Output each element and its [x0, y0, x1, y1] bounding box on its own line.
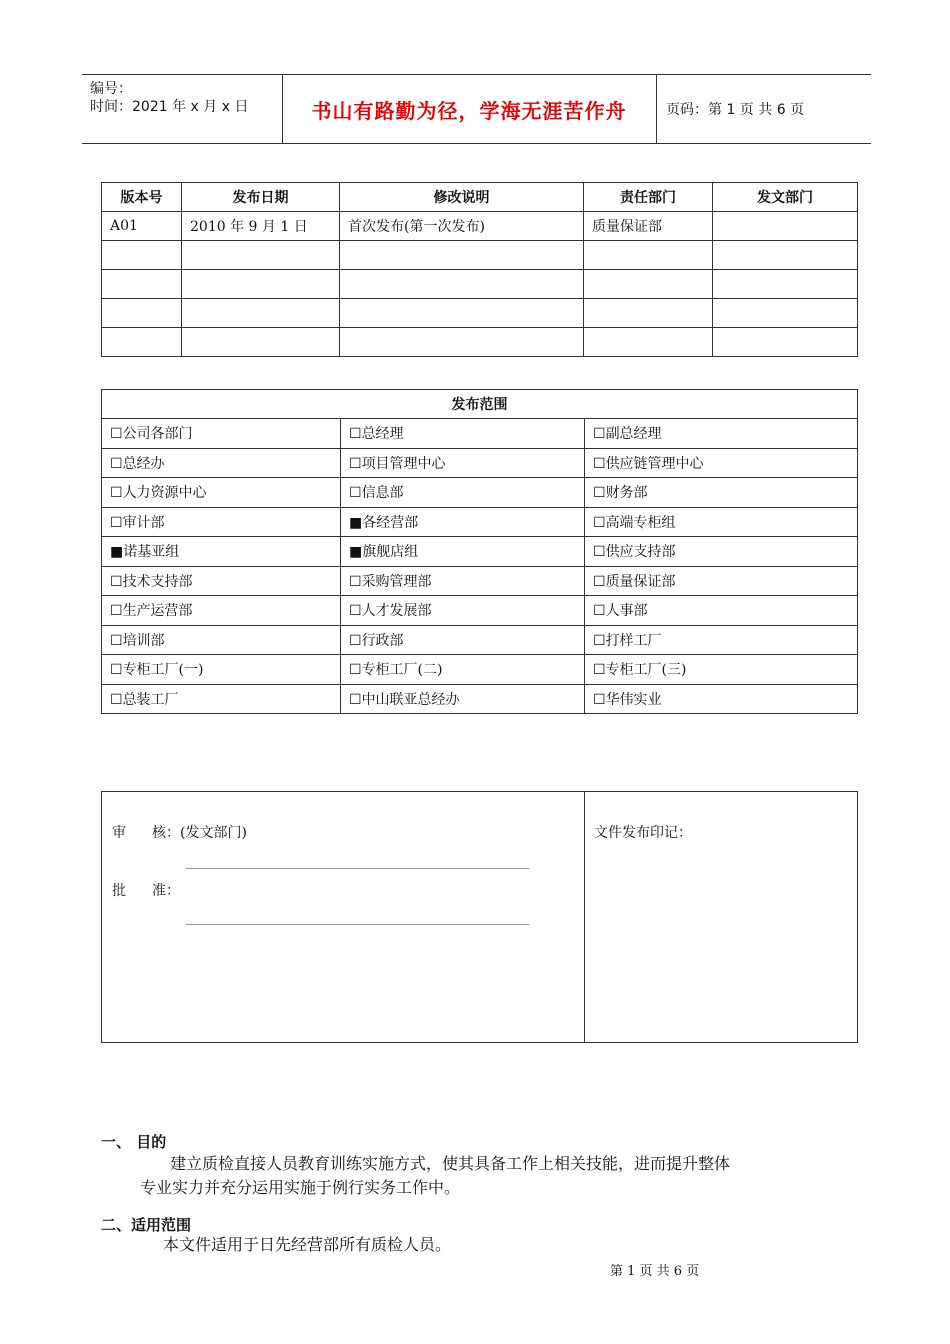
distribution-cell	[585, 507, 858, 537]
distribution-cell	[102, 566, 341, 596]
department-label: 华伟实业	[605, 691, 662, 708]
distribution-cell	[102, 625, 341, 655]
distribution-row	[102, 537, 858, 567]
distribution-row	[102, 655, 858, 685]
change-note-cell	[340, 241, 584, 270]
unchecked-box-icon[interactable]: ☐	[110, 691, 123, 708]
distribution-cell	[585, 448, 858, 478]
issuing-dept-cell	[713, 328, 858, 357]
unchecked-box-icon[interactable]: ☐	[349, 603, 362, 620]
distribution-cell	[585, 625, 858, 655]
revision-header-row	[102, 183, 858, 212]
approve-label-1: 批	[112, 883, 126, 899]
review-label-1: 审	[112, 825, 126, 841]
distribution-cell	[341, 566, 585, 596]
distribution-row	[102, 507, 858, 537]
department-label: 质量保证部	[605, 573, 676, 590]
change-note-cell	[340, 299, 584, 328]
unchecked-box-icon[interactable]: ☐	[110, 455, 123, 472]
revision-table	[101, 182, 858, 357]
release-date-cell	[182, 299, 340, 328]
department-label: 专柜工厂(二)	[361, 662, 443, 679]
distribution-cell	[341, 684, 585, 714]
document-time-label: 时间：2021 年 x 月 x 日	[90, 99, 249, 115]
release-date-cell	[182, 328, 340, 357]
unchecked-box-icon[interactable]: ☐	[110, 603, 123, 620]
revision-row	[102, 241, 858, 270]
release-date-cell	[182, 270, 340, 299]
department-label: 旗舰店组	[362, 544, 419, 561]
department-label: 财务部	[605, 485, 648, 502]
revision-row	[102, 270, 858, 299]
distribution-cell	[341, 507, 585, 537]
department-label: 总经办	[122, 455, 165, 472]
distribution-cell	[341, 537, 585, 567]
responsible-dept-cell	[584, 241, 713, 270]
approval-divider	[584, 792, 585, 1042]
unchecked-box-icon[interactable]: ☐	[349, 662, 362, 679]
department-label: 高端专柜组	[605, 514, 676, 531]
department-label: 培训部	[122, 632, 165, 649]
unchecked-box-icon[interactable]: ☐	[110, 426, 123, 443]
section-purpose-text-line1: 建立质检直接人员教育训练实施方式，使其具备工作上相关技能，进而提升整体	[170, 1154, 731, 1173]
department-label: 审计部	[122, 514, 165, 531]
distribution-cell	[341, 625, 585, 655]
unchecked-box-icon[interactable]: ☐	[593, 514, 606, 531]
distribution-row	[102, 448, 858, 478]
distribution-row	[102, 625, 858, 655]
unchecked-box-icon[interactable]: ☐	[110, 514, 123, 531]
distribution-cell	[341, 419, 585, 449]
release-date-cell	[182, 241, 340, 270]
distribution-row	[102, 596, 858, 626]
department-label: 供应支持部	[605, 544, 676, 561]
version-cell: A01	[102, 212, 182, 241]
unchecked-box-icon[interactable]: ☐	[593, 485, 606, 502]
section-purpose-text-line2: 专业实力并充分运用实施于例行实务工作中。	[140, 1178, 461, 1197]
revision-row	[102, 328, 858, 357]
section-purpose-heading: 一、 目的	[101, 1133, 167, 1151]
approve-label-2: 准：	[152, 883, 180, 899]
unchecked-box-icon[interactable]: ☐	[593, 632, 606, 649]
approve-signature-line	[186, 924, 529, 925]
distribution-cell	[341, 478, 585, 508]
department-label: 采购管理部	[361, 573, 432, 590]
version-cell	[102, 328, 182, 357]
document-number-label: 编号：	[90, 81, 132, 97]
unchecked-box-icon[interactable]: ☐	[349, 573, 362, 590]
distribution-cell	[585, 419, 858, 449]
document-header	[82, 74, 871, 144]
distribution-cell	[585, 537, 858, 567]
revision-row	[102, 299, 858, 328]
header-meta	[90, 80, 248, 116]
unchecked-box-icon[interactable]: ☐	[593, 662, 606, 679]
review-signature-line	[186, 868, 529, 869]
unchecked-box-icon[interactable]: ☐	[349, 632, 362, 649]
unchecked-box-icon[interactable]: ☐	[349, 426, 362, 443]
unchecked-box-icon[interactable]: ☐	[349, 455, 362, 472]
department-label: 行政部	[361, 632, 404, 649]
distribution-cell	[102, 537, 341, 567]
department-label: 供应链管理中心	[605, 455, 704, 472]
issuing-dept-cell	[713, 270, 858, 299]
department-label: 人力资源中心	[122, 485, 207, 502]
distribution-cell	[102, 655, 341, 685]
header-divider	[656, 75, 657, 143]
change-note-cell: 首次发布(第一次发布)	[340, 212, 584, 241]
unchecked-box-icon[interactable]: ☐	[110, 573, 123, 590]
responsible-dept-cell	[584, 270, 713, 299]
distribution-cell	[102, 478, 341, 508]
unchecked-box-icon[interactable]: ☐	[593, 573, 606, 590]
issuing-dept-cell	[713, 241, 858, 270]
unchecked-box-icon[interactable]: ☐	[349, 691, 362, 708]
seal-label: 文件发布印记：	[594, 825, 692, 841]
unchecked-box-icon[interactable]: ☐	[593, 544, 606, 561]
checked-box-icon[interactable]: ■	[349, 514, 363, 531]
department-label: 诺基亚组	[123, 544, 180, 561]
department-label: 专柜工厂(一)	[122, 662, 204, 679]
department-label: 总装工厂	[122, 691, 179, 708]
version-cell	[102, 270, 182, 299]
distribution-cell	[585, 655, 858, 685]
department-label: 信息部	[361, 485, 404, 502]
department-label: 生产运营部	[122, 603, 193, 620]
distribution-cell	[102, 596, 341, 626]
issuing-dept-cell	[713, 299, 858, 328]
department-label: 技术支持部	[122, 573, 193, 590]
unchecked-box-icon[interactable]: ☐	[349, 485, 362, 502]
responsible-dept-cell	[584, 328, 713, 357]
header-page-number: 页码：第 1 页 共 6 页	[666, 102, 805, 118]
distribution-cell	[102, 507, 341, 537]
unchecked-box-icon[interactable]: ☐	[110, 632, 123, 649]
section-scope-text: 本文件适用于日先经营部所有质检人员。	[163, 1235, 452, 1254]
distribution-row	[102, 684, 858, 714]
responsible-dept-cell: 质量保证部	[584, 212, 713, 241]
distribution-cell	[585, 566, 858, 596]
change-note-cell	[340, 328, 584, 357]
distribution-cell	[102, 684, 341, 714]
change-note-cell	[340, 270, 584, 299]
department-label: 公司各部门	[122, 426, 193, 443]
department-label: 各经营部	[362, 514, 419, 531]
department-label: 中山联亚总经办	[361, 691, 460, 708]
issuing-dept-cell	[713, 212, 858, 241]
department-label: 副总经理	[605, 426, 662, 443]
col-header-issuing-dept: 发文部门	[713, 183, 858, 212]
distribution-cell	[102, 419, 341, 449]
unchecked-box-icon[interactable]: ☐	[593, 455, 606, 472]
section-scope-heading: 二、适用范围	[101, 1216, 192, 1234]
distribution-row	[102, 478, 858, 508]
distribution-row	[102, 566, 858, 596]
unchecked-box-icon[interactable]: ☐	[593, 426, 606, 443]
department-label: 项目管理中心	[361, 455, 446, 472]
distribution-table	[101, 389, 858, 714]
unchecked-box-icon[interactable]: ☐	[110, 662, 123, 679]
approval-box	[101, 791, 858, 1043]
release-date-cell: 2010 年 9 月 1 日	[182, 212, 340, 241]
version-cell	[102, 299, 182, 328]
department-label: 总经理	[361, 426, 404, 443]
revision-row	[102, 212, 858, 241]
checked-box-icon[interactable]: ■	[349, 544, 363, 561]
col-header-responsible-dept: 责任部门	[584, 183, 713, 212]
distribution-cell	[341, 448, 585, 478]
department-label: 人才发展部	[361, 603, 432, 620]
distribution-cell	[585, 596, 858, 626]
distribution-row	[102, 419, 858, 449]
department-label: 打样工厂	[605, 632, 662, 649]
distribution-cell	[102, 448, 341, 478]
distribution-cell	[585, 684, 858, 714]
department-label: 人事部	[605, 603, 648, 620]
responsible-dept-cell	[584, 299, 713, 328]
unchecked-box-icon[interactable]: ☐	[593, 603, 606, 620]
header-motto: 书山有路勤为径，学海无涯苦作舟	[311, 98, 627, 123]
unchecked-box-icon[interactable]: ☐	[593, 691, 606, 708]
version-cell	[102, 241, 182, 270]
col-header-change-note: 修改说明	[340, 183, 584, 212]
checked-box-icon[interactable]: ■	[110, 544, 124, 561]
col-header-version: 版本号	[102, 183, 182, 212]
footer-page-number: 第 1 页 共 6 页	[610, 1264, 700, 1279]
distribution-cell	[341, 655, 585, 685]
review-label-2: 核：(发文部门)	[152, 825, 247, 841]
distribution-title: 发布范围	[102, 390, 858, 419]
distribution-cell	[585, 478, 858, 508]
unchecked-box-icon[interactable]: ☐	[110, 485, 123, 502]
col-header-release-date: 发布日期	[182, 183, 340, 212]
department-label: 专柜工厂(三)	[605, 662, 687, 679]
distribution-cell	[341, 596, 585, 626]
